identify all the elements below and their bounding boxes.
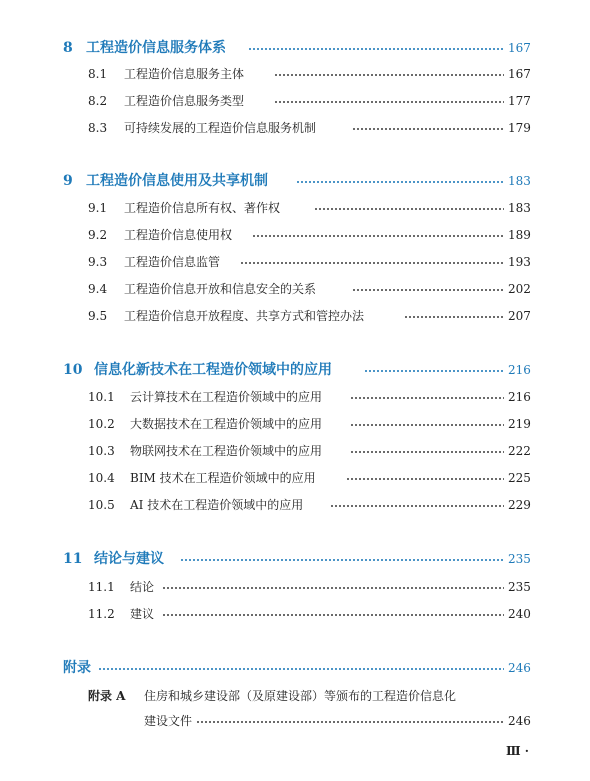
toc-section[interactable] [0, 386, 590, 408]
section-title: 结论 [130, 580, 155, 594]
section-title: BIM 技术在工程造价领域中的应用 [130, 471, 316, 485]
chapter-number: 11 [63, 551, 83, 567]
section-title: 工程造价信息开放程度、共享方式和管控办法 [124, 309, 365, 323]
toc-section[interactable] [0, 603, 590, 625]
section-title: 工程造价信息所有权、著作权 [124, 201, 281, 215]
dot-leader [180, 559, 504, 561]
section-title: 物联网技术在工程造价领域中的应用 [130, 444, 323, 458]
section-title: 大数据技术在工程造价领域中的应用 [130, 417, 323, 431]
dot-leader [404, 316, 504, 318]
dot-leader [248, 48, 504, 50]
chapter-number: 10 [63, 362, 83, 378]
section-page: 189 [508, 228, 531, 242]
section-number: 8.2 [88, 94, 108, 108]
chapter-title: 工程造价信息使用及共享机制 [86, 173, 268, 189]
section-number: 10.1 [88, 390, 115, 404]
dot-leader [350, 451, 504, 453]
section-number: 9.2 [88, 228, 108, 242]
toc-section[interactable] [0, 494, 590, 516]
chapter-title: 结论与建议 [94, 551, 164, 567]
appendix-item-title-line1: 住房和城乡建设部（及原建设部）等颁布的工程造价信息化 [144, 689, 457, 703]
chapter-title: 信息化新技术在工程造价领域中的应用 [94, 362, 332, 378]
section-number: 9.4 [88, 282, 108, 296]
toc-section[interactable] [0, 278, 590, 300]
section-page: 229 [508, 498, 531, 512]
toc-section[interactable] [0, 90, 590, 112]
section-number: 11.1 [88, 580, 115, 594]
section-title: 可持续发展的工程造价信息服务机制 [124, 121, 317, 135]
dot-leader [352, 289, 504, 291]
section-page: 222 [508, 444, 531, 458]
dot-leader [274, 74, 504, 76]
chapter-page: 235 [508, 552, 531, 566]
section-number: 9.3 [88, 255, 108, 269]
section-number: 11.2 [88, 607, 115, 621]
toc-section[interactable] [0, 63, 590, 85]
chapter-number: 8 [63, 40, 73, 56]
dot-leader [330, 505, 504, 507]
section-number: 10.2 [88, 417, 115, 431]
section-page: 240 [508, 607, 531, 621]
chapter-number: 9 [63, 173, 73, 189]
toc-section[interactable] [0, 117, 590, 139]
section-title: 云计算技术在工程造价领域中的应用 [130, 390, 323, 404]
section-title: 工程造价信息服务主体 [124, 67, 245, 81]
toc-section[interactable] [0, 440, 590, 462]
section-number: 10.4 [88, 471, 115, 485]
chapter-page: 216 [508, 363, 531, 377]
section-number: 8.1 [88, 67, 108, 81]
section-page: 216 [508, 390, 531, 404]
toc-appendix-item[interactable] [0, 685, 590, 707]
toc-chapter-11[interactable] [0, 548, 590, 570]
dot-leader [352, 128, 504, 130]
section-page: 193 [508, 255, 531, 269]
section-title: 工程造价信息监管 [124, 255, 221, 269]
dot-leader [346, 478, 504, 480]
toc-section[interactable] [0, 305, 590, 327]
dot-leader [240, 262, 504, 264]
dot-leader [274, 101, 504, 103]
toc-section[interactable] [0, 467, 590, 489]
section-page: 177 [508, 94, 531, 108]
section-page: 183 [508, 201, 531, 215]
section-page: 235 [508, 580, 531, 594]
section-title: 工程造价信息使用权 [124, 228, 233, 242]
page-number-footer: Ⅲ · [506, 744, 529, 758]
dot-leader [296, 181, 504, 183]
toc-section[interactable] [0, 224, 590, 246]
toc-section[interactable] [0, 576, 590, 598]
dot-leader [98, 668, 504, 670]
chapter-page: 167 [508, 41, 531, 55]
section-page: 207 [508, 309, 531, 323]
dot-leader [314, 208, 504, 210]
toc-section[interactable] [0, 413, 590, 435]
section-title: AI 技术在工程造价领域中的应用 [130, 498, 304, 512]
dot-leader [364, 370, 504, 372]
section-title: 建议 [130, 607, 155, 621]
section-page: 225 [508, 471, 531, 485]
section-number: 10.5 [88, 498, 115, 512]
toc-section[interactable] [0, 251, 590, 273]
section-page: 179 [508, 121, 531, 135]
appendix-title: 附录 [63, 660, 91, 676]
chapter-page: 183 [508, 174, 531, 188]
section-title: 工程造价信息服务类型 [124, 94, 245, 108]
toc-chapter-9[interactable] [0, 170, 590, 192]
dot-leader [196, 721, 504, 723]
dot-leader [252, 235, 504, 237]
section-number: 9.5 [88, 309, 108, 323]
section-number: 10.3 [88, 444, 115, 458]
toc-appendix[interactable] [0, 657, 590, 679]
dot-leader [350, 397, 504, 399]
dot-leader [162, 587, 504, 589]
appendix-item-number: 附录 A [88, 689, 126, 703]
section-page: 202 [508, 282, 531, 296]
toc-chapter-8[interactable] [0, 37, 590, 59]
section-number: 8.3 [88, 121, 108, 135]
toc-section[interactable] [0, 197, 590, 219]
section-page: 167 [508, 67, 531, 81]
dot-leader [162, 614, 504, 616]
appendix-item-page: 246 [508, 714, 531, 728]
dot-leader [350, 424, 504, 426]
toc-appendix-item-continuation[interactable] [0, 710, 590, 732]
appendix-item-title-line2: 建设文件 [144, 714, 193, 728]
section-page: 219 [508, 417, 531, 431]
toc-chapter-10[interactable] [0, 359, 590, 381]
chapter-title: 工程造价信息服务体系 [86, 40, 226, 56]
section-title: 工程造价信息开放和信息安全的关系 [124, 282, 317, 296]
appendix-page: 246 [508, 661, 531, 675]
section-number: 9.1 [88, 201, 108, 215]
